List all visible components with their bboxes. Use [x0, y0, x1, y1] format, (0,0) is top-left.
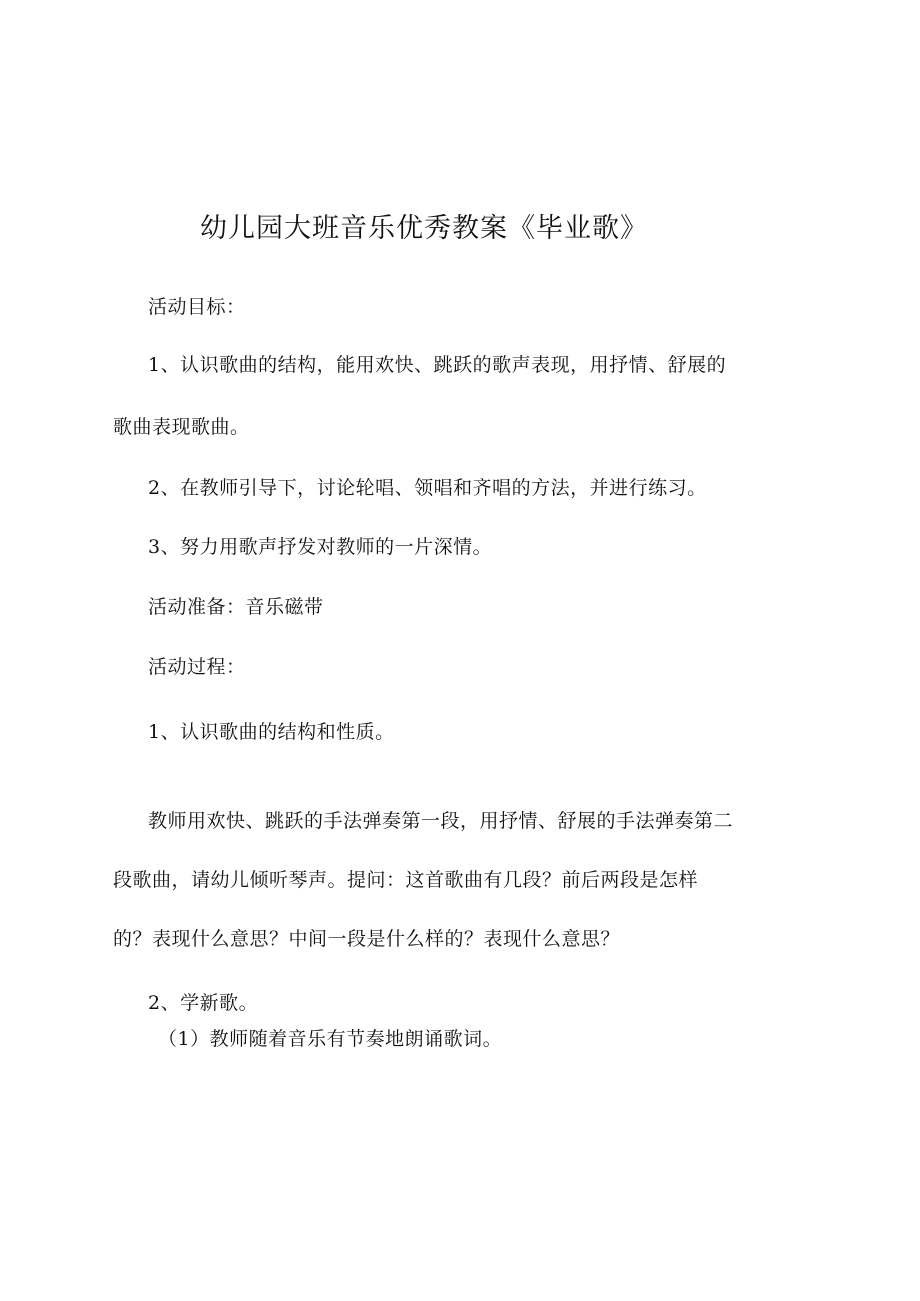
process-heading: 活动过程：: [148, 656, 246, 678]
goal-1-line-2: 歌曲表现歌曲。: [113, 416, 250, 438]
goal-3: 3、努力用歌声抒发对教师的一片深情。: [148, 536, 493, 558]
process-step-2: 2、学新歌。: [148, 992, 259, 1014]
goal-2: 2、在教师引导下，讨论轮唱、领唱和齐唱的方法，并进行练习。: [148, 477, 707, 499]
process-paragraph-line-3: 的？表现什么意思？中间一段是什么样的？表现什么意思？: [113, 928, 621, 950]
preparation-line: 活动准备：音乐磁带: [148, 596, 324, 618]
process-step-1: 1、认识歌曲的结构和性质。: [148, 721, 395, 743]
goal-1-line-1: 1、认识歌曲的结构，能用欢快、跳跃的歌声表现，用抒情、舒展的: [148, 354, 727, 376]
process-paragraph-line-2: 段歌曲，请幼儿倾听琴声。提问：这首歌曲有几段？前后两段是怎样: [113, 869, 699, 891]
goals-heading: 活动目标：: [148, 296, 246, 318]
document-title: 幼儿园大班音乐优秀教案《毕业歌》: [200, 213, 648, 244]
process-paragraph-line-1: 教师用欢快、跳跃的手法弹奏第一段，用抒情、舒展的手法弹奏第二: [148, 810, 734, 832]
process-step-2-sub-1: （1）教师随着音乐有节奏地朗诵歌词。: [158, 1028, 503, 1050]
